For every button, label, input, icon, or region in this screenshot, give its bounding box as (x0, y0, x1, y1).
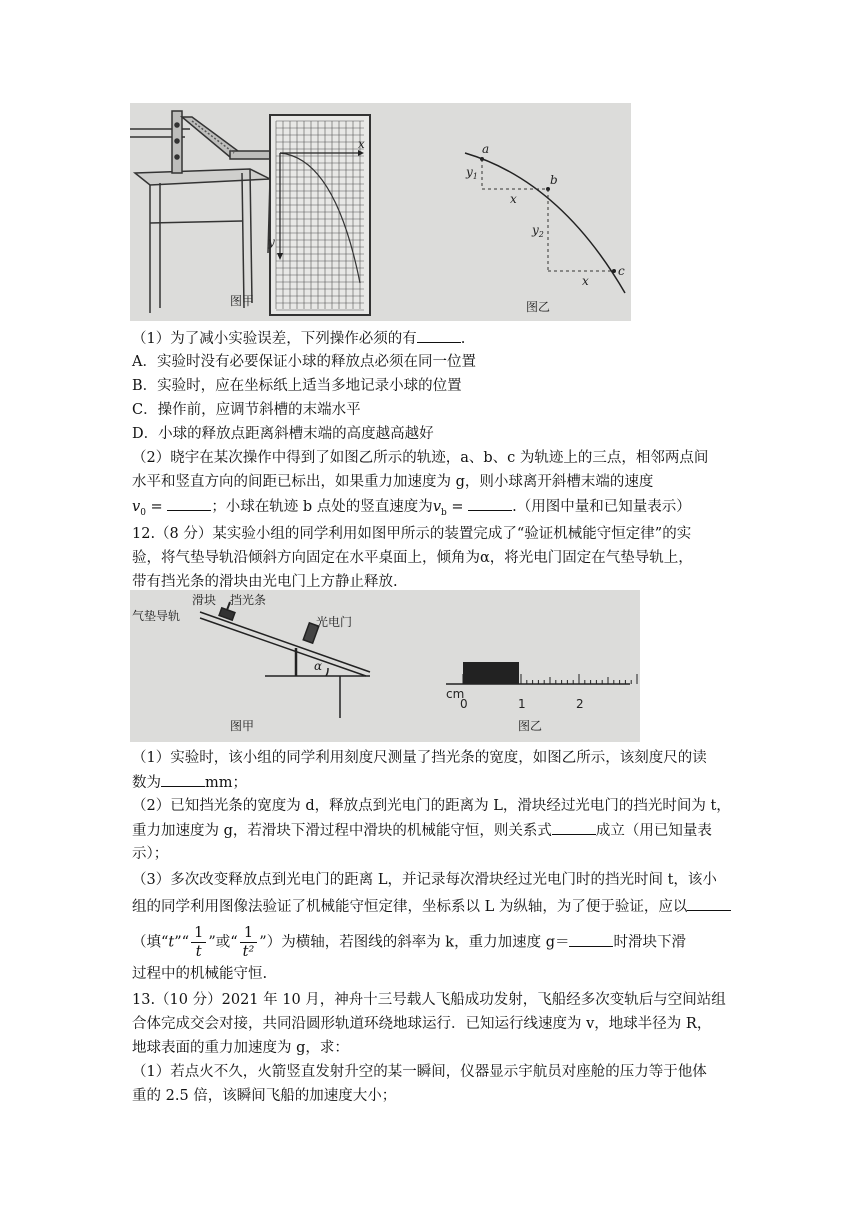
segment-x2-label: x (582, 274, 589, 288)
fig1-caption-yi: 图乙 (526, 300, 551, 314)
fig1-caption-jia: 图甲 (230, 294, 255, 308)
q12-part3-line4: 过程中的机械能守恒. (132, 966, 268, 982)
q12-part2-line3: 示）； (132, 846, 169, 862)
answer-blank[interactable] (417, 328, 461, 343)
segment-y2-label: $y_2$ (532, 223, 544, 239)
q13-stem-line2: 合体完成交会对接，共同沿圆形轨道环绕地球运行．已知运行线速度为 v，地球半径为 R， (132, 1016, 712, 1032)
segment-y1-label: $y_1$ (466, 165, 478, 181)
air-track-label: 气垫导轨 (132, 609, 181, 623)
photogate-label: 光电门 (316, 615, 353, 629)
ruler-cm-label: cm (446, 687, 465, 701)
q11-part2-line1: （2）晓宇在某次操作中得到了如图乙所示的轨迹，a、b、c 为轨迹上的三点，相邻两点间 (132, 450, 709, 466)
point-c-label: c (618, 264, 625, 278)
q13-part1-line2: 重的 2.5 倍，该瞬间飞船的加速度大小； (132, 1088, 397, 1104)
point-a-label: a (482, 142, 490, 156)
q12-stem-line2: 验，将气垫导轨沿倾斜方向固定在水平桌面上，倾角为α，将光电门固定在气垫导轨上， (132, 550, 693, 566)
fig1-axis-x-label: x (358, 137, 365, 151)
fraction-one-over-t-squared: $\frac{1}{\text{t²}}$ (240, 924, 258, 961)
air-track-experiment-figure (130, 590, 640, 742)
q12-stem-line3: 带有挡光条的滑块由光电门上方静止释放. (132, 574, 398, 590)
q13-stem-line1: 13.（10 分）2021 年 10 月，神舟十三号载人飞船成功发射，飞船经多次变轨后与空间站组 (132, 992, 726, 1008)
answer-blank[interactable] (167, 496, 211, 511)
angle-alpha-label: α (314, 659, 323, 673)
q12-part3-line3: （填“t”“ $\frac{1}{t}$ ”或“ $\frac{1}{\text{t²}}$ ”）为横轴，若图线的斜率为 k，重力加速度 g＝ 时滑块下滑 (132, 925, 686, 960)
ruler-drawing (446, 662, 637, 684)
segment-x1-label: x (510, 192, 517, 206)
fig2-caption-jia: 图甲 (230, 719, 255, 733)
fig1-axis-y-label: y (268, 235, 275, 249)
q12-part2-line2: 重力加速度为 g，若滑块下滑过程中滑块的机械能守恒，则关系式 成立（用已知量表 (132, 820, 712, 841)
ruler-tick-2: 2 (576, 697, 584, 711)
q11-part2-line3: $v_0$ = ；小球在轨迹 b 点处的竖直速度为$v_b$ = .（用图中量和已知量表示） (132, 496, 691, 523)
q11-option-a: A．实验时没有必要保证小球的释放点必须在同一位置 (132, 354, 476, 370)
point-b-label: b (550, 173, 558, 187)
fraction-one-over-t: $\frac{1}{t}$ (191, 924, 206, 961)
answer-blank[interactable] (468, 496, 512, 511)
q12-part3-line1: （3）多次改变释放点到光电门的距离 L，并记录每次滑块经过光电门时的挡光时间 t，该小 (132, 872, 717, 888)
q11-option-b: B．实验时，应在坐标纸上适当多地记录小球的位置 (132, 378, 462, 394)
q12-part2-line1: （2）已知挡光条的宽度为 d，释放点到光电门的距离为 L，滑块经过光电门的挡光时间为 t， (132, 798, 731, 814)
q12-part1-line2: 数为 mm； (132, 772, 247, 793)
q11-option-d: D．小球的释放点距离斜槽末端的高度越高越好 (132, 426, 434, 442)
slider-label: 滑块 (192, 593, 217, 607)
q11-part2-line2: 水平和竖直方向的间距已标出，如果重力加速度为 g，则小球离开斜槽末端的速度 (132, 474, 654, 490)
light-bar-label: 挡光条 (230, 593, 267, 607)
answer-blank[interactable] (161, 772, 205, 787)
incline-chute-drawing (172, 111, 280, 173)
q12-stem-line1: 12.（8 分）某实验小组的同学利用如图甲所示的装置完成了“验证机械能守恒定律”的实 (132, 526, 692, 542)
answer-blank[interactable] (569, 932, 613, 947)
ruler-tick-1: 1 (518, 697, 526, 711)
q12-part3-line2: 组的同学利用图像法验证了机械能守恒定律，坐标系以 L 为纵轴，为了便于验证，应以 (132, 896, 731, 917)
trajectory-drawing (465, 142, 625, 293)
answer-blank[interactable] (552, 820, 596, 835)
coordinate-board-drawing (267, 115, 370, 315)
q11-option-c: C．操作前，应调节斜槽的末端水平 (132, 402, 361, 418)
q13-stem-line3: 地球表面的重力加速度为 g，求： (132, 1040, 349, 1056)
q11-part1-stem: （1）为了减小实验误差，下列操作必须的有 . (132, 328, 465, 349)
ruler-tick-0: 0 (460, 697, 468, 711)
fig2-caption-yi: 图乙 (518, 719, 543, 733)
projectile-experiment-figure (130, 103, 631, 321)
q13-part1-line1: （1）若点火不久，火箭竖直发射升空的某一瞬间，仪器显示宇航员对座舱的压力等于他体 (132, 1064, 707, 1080)
answer-blank[interactable] (687, 896, 731, 911)
q12-part1-line1: （1）实验时，该小组的同学利用刻度尺测量了挡光条的宽度，如图乙所示，该刻度尺的读 (132, 750, 707, 766)
